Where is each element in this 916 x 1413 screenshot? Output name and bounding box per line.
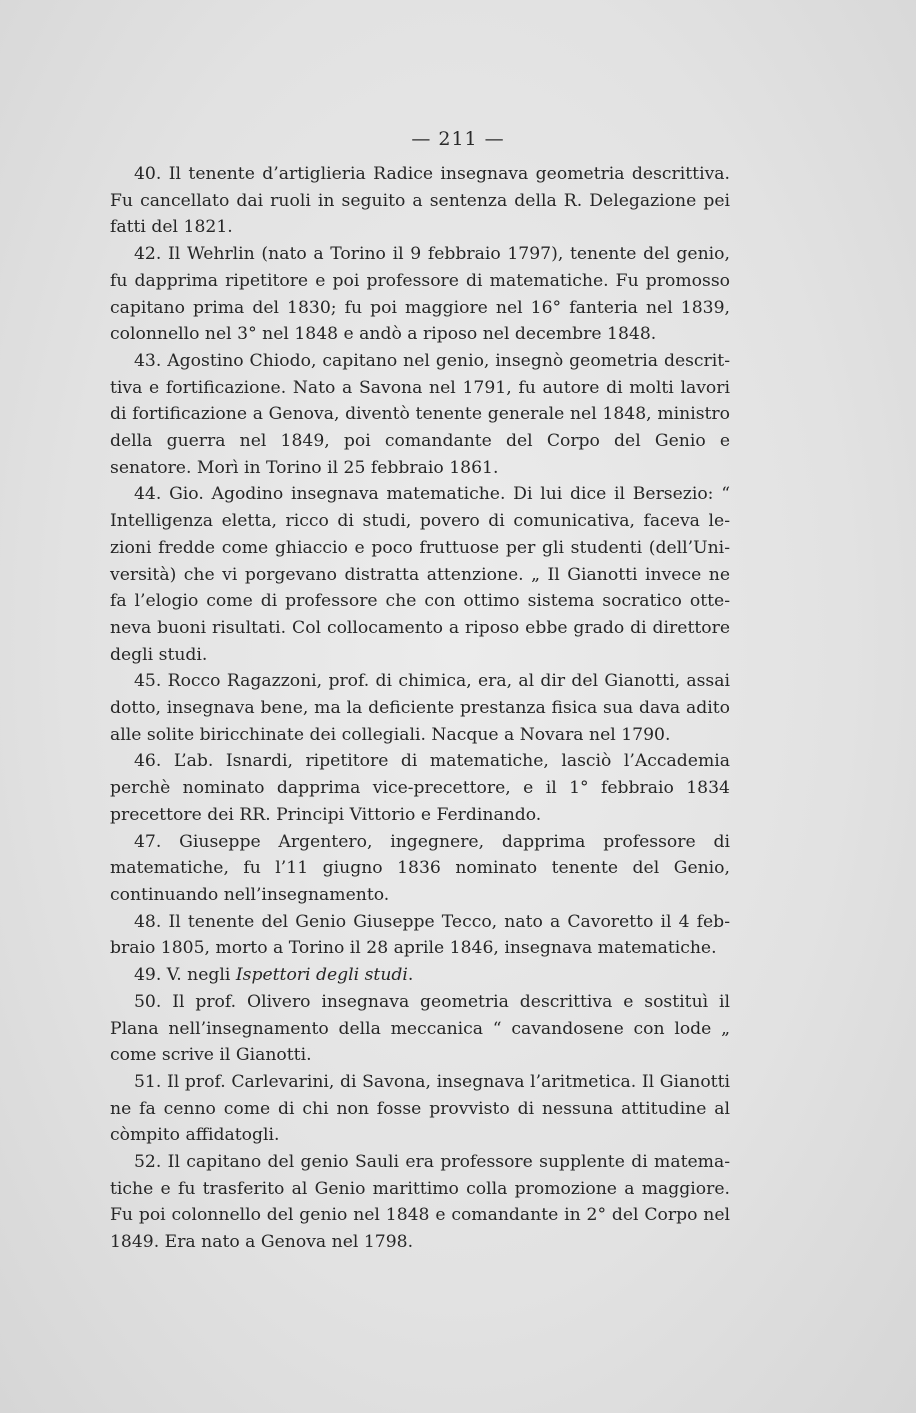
note-46: 46. L’ab. Isnardi, ripetitore di matematiche, lasciò l’Accademia perchè nominato dapprima vice-precettore, e il 1° febbraio 1834 precettore dei RR. Principi Vittorio e Ferdinando. xyxy=(110,751,730,825)
note-47: 47. Giuseppe Argentero, ingegnere, dapprima professore di matematiche, fu l’11 giugno 1836 nominato tenente del Genio, continuando nell’insegnamento. xyxy=(110,831,730,905)
note-44: 44. Gio. Agodino insegnava matematiche. Di lui dice il Bersezio: “ Intelligenza eletta, ricco di studi, povero di comunicativa, faceva lezioni fredde come ghiaccio e poco fruttuose per gli studenti (dell’Università) che vi porgevano distratta attenzione. „ Il Gianotti invece ne fa l’elogio come di professore che con ottimo sistema socratico otteneva buoni risultati. Col collocamento a riposo ebbe grado di direttore degli studi. xyxy=(110,484,730,665)
note-42: 42. Il Wehrlin (nato a Torino il 9 febbraio 1797), tenente del genio, fu dapprima ripetitore e poi professore di matematiche. Fu promosso capitano prima del 1830; fu poi maggiore nel 16° fanteria nel 1839, colonnello nel 3° nel 1848 e andò a riposo nel decembre 1848. xyxy=(110,244,730,345)
note-40: 40. Il tenente d’artiglieria Radice insegnava geometria descrittiva. Fu cancellato dai ruoli in seguito a sentenza della R. Delegazione pei fatti del 1821. xyxy=(110,164,730,238)
footnotes xyxy=(110,161,730,1256)
note-49-italic-title: Ispettori degli studi xyxy=(235,965,408,986)
note-52: 52. Il capitano del genio Sauli era professore supplente di matematiche e fu trasferito al Genio marittimo colla promozione a maggiore. Fu poi colonnello del genio nel 1848 e comandante in 2° del Corpo nel 1849. Era nato a Genova nel 1798. xyxy=(110,1152,730,1253)
note-49-suffix: . xyxy=(407,965,414,986)
note-45: 45. Rocco Ragazzoni, prof. di chimica, era, al dir del Gianotti, assai dotto, insegnava bene, ma la deficiente prestanza fisica sua dava adito alle solite biricchinate dei collegiali. Nacque a Novara nel 1790. xyxy=(110,671,730,745)
note-48: 48. Il tenente del Genio Giuseppe Tecco, nato a Cavoretto il 4 febbraio 1805, morto a Torino il 28 aprile 1846, insegnava matematiche. xyxy=(110,911,730,959)
note-50: 50. Il prof. Olivero insegnava geometria descrittiva e sostituì il Plana nell’insegnamento della meccanica “ cavandosene con lode „ come scrive il Gianotti. xyxy=(110,991,730,1066)
note-51: 51. Il prof. Carlevarini, di Savona, insegnava l’aritmetica. Il Gianotti ne fa cenno come di chi non fosse provvisto di nessuna attitudine al còmpito affidatogli. xyxy=(110,1071,730,1146)
note-49-prefix: 49. V. negli xyxy=(134,965,236,986)
page-number: — 211 — xyxy=(411,128,505,150)
note-43: 43. Agostino Chiodo, capitano nel genio, insegnò geometria descrittiva e fortificazione. Nato a Savona nel 1791, fu autore di molti lavori di fortificazione a Genova, diventò tenente generale nel 1848, ministro della guerra nel 1849, poi comandante del Corpo del Genio e senatore. Morì in Torino il 25 febbraio 1861. xyxy=(110,350,730,478)
note-49 xyxy=(110,962,730,989)
